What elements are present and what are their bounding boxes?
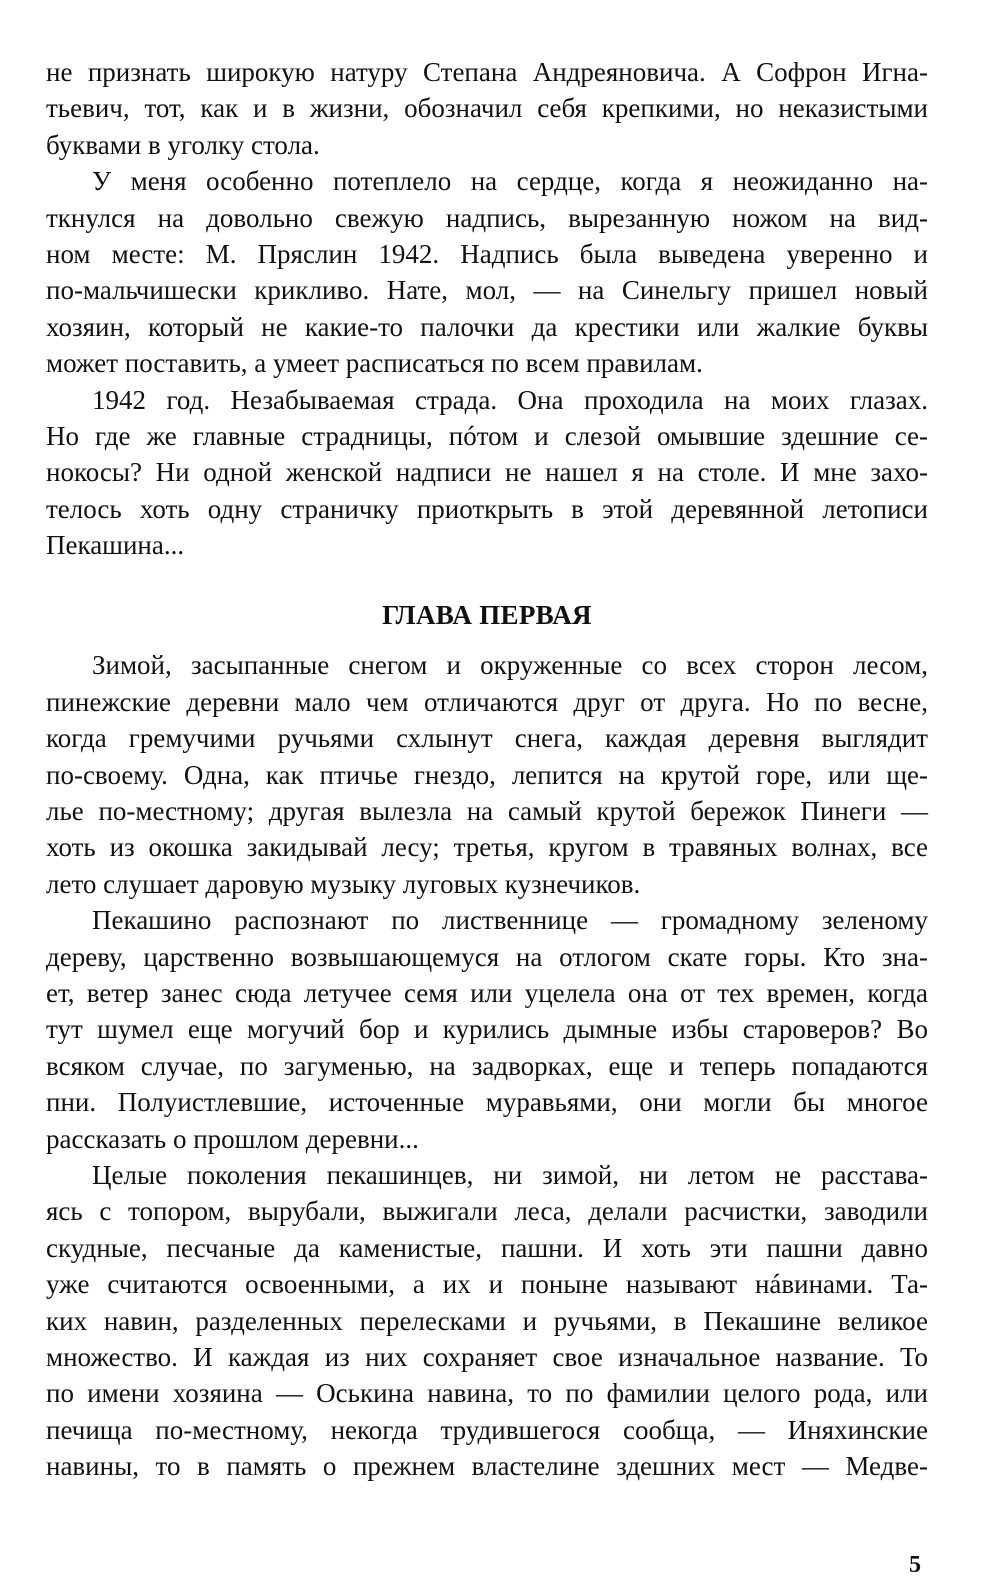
text-line: уже считаются освоенными, а их и поныне называют нáвинами. Та- bbox=[46, 1269, 928, 1300]
text-line: дереву, царственно возвышающемуся на отлогом скате горы. Кто зна- bbox=[46, 941, 928, 972]
chapter-passage bbox=[46, 647, 928, 1484]
text-line: буквами в уголку стола. bbox=[46, 129, 320, 160]
text-line: ких навин, разделенных перелесками и ручьями, в Пекашине великое bbox=[46, 1305, 928, 1336]
text-line: рассказать о прошлом деревни... bbox=[46, 1123, 419, 1154]
text-line: У меня особенно потеплело на сердце, когда я неожиданно на- bbox=[92, 166, 928, 197]
text-line: Пекашино распознают по лиственнице — громадному зеленому bbox=[92, 905, 928, 936]
text-line: лье по-местному; другая вылезла на самый крутой бережок Пинеги — bbox=[46, 796, 928, 827]
text-line: Целые поколения пекашинцев, ни зимой, ни летом не расстава- bbox=[92, 1159, 928, 1190]
book-page bbox=[46, 54, 928, 1484]
chapter-title: ГЛАВА ПЕРВАЯ bbox=[382, 600, 592, 631]
text-line: телось хоть одну страничку приоткрыть в этой деревянной летописи bbox=[46, 493, 928, 524]
text-line: 1942 год. Незабываемая страда. Она проходила на моих глазах. bbox=[92, 384, 928, 415]
text-line: нокосы? Ни одной женской надписи не нашел я на столе. И мне захо- bbox=[46, 457, 928, 488]
text-line: когда гремучими ручьями схлынут снега, каждая деревня выглядит bbox=[46, 723, 928, 754]
text-line: тьевич, тот, как и в жизни, обозначил себя крепкими, но неказистыми bbox=[46, 93, 928, 124]
text-line: может поставить, а умеет расписаться по всем правилам. bbox=[46, 348, 703, 379]
text-line: пни. Полуистлевшие, источенные муравьями, они могли бы многое bbox=[46, 1087, 928, 1118]
text-line: навины, то в память о прежнем властелине здешних мест — Медве- bbox=[46, 1451, 928, 1482]
text-line: Но где же главные страдницы, пóтом и слезой омывшие здешние се- bbox=[46, 420, 928, 451]
text-line: ткнулся на довольно свежую надпись, вырезанную ножом на вид- bbox=[46, 202, 928, 233]
text-line: Зимой, засыпанные снегом и окруженные со всех сторон лесом, bbox=[92, 650, 928, 681]
intro-passage bbox=[46, 54, 928, 563]
text-line: тут шумел еще могучий бор и курились дымные избы староверов? Во bbox=[46, 1014, 928, 1045]
text-line: не признать широкую натуру Степана Андреяновича. А Софрон Игна- bbox=[46, 57, 928, 87]
text-line: хозяин, который не какие-то палочки да крестики или жалкие буквы bbox=[46, 311, 928, 342]
text-line: по-мальчишески крикливо. Нате, мол, — на Синельгу пришел новый bbox=[46, 275, 928, 306]
page-number: 5 bbox=[909, 1552, 921, 1578]
text-line: Пекашина... bbox=[46, 530, 185, 561]
text-line: всяком случае, по загуменью, на задворках, еще и теперь попадаются bbox=[46, 1050, 928, 1081]
text-line: ном месте: М. Пряслин 1942. Надпись была выведена уверенно и bbox=[46, 238, 928, 269]
text-line: ет, ветер занес сюда летучее семя или уцелела она от тех времен, когда bbox=[46, 977, 928, 1008]
text-line: множество. И каждая из них сохраняет свое изначальное название. То bbox=[46, 1341, 928, 1372]
text-line: печища по-местному, некогда трудившегося сообща, — Иняхинские bbox=[46, 1414, 928, 1445]
text-line: по имени хозяина — Оськина навина, то по фамилии целого рода, или bbox=[46, 1378, 928, 1409]
text-line: ясь с топором, вырубали, выжигали леса, делали расчистки, заводили bbox=[46, 1196, 928, 1227]
text-line: хоть из окошка закидывай лесу; третья, кругом в травяных волнах, все bbox=[46, 832, 928, 863]
text-line: скудные, песчаные да каменистые, пашни. И хоть эти пашни давно bbox=[46, 1232, 928, 1263]
text-line: пинежские деревни мало чем отличаются друг от друга. Но по весне, bbox=[46, 686, 928, 717]
text-line: лето слушает даровую музыку луговых кузнечиков. bbox=[46, 868, 641, 899]
text-line: по-своему. Одна, как птичье гнездо, лепится на крутой горе, или ще- bbox=[46, 759, 928, 790]
